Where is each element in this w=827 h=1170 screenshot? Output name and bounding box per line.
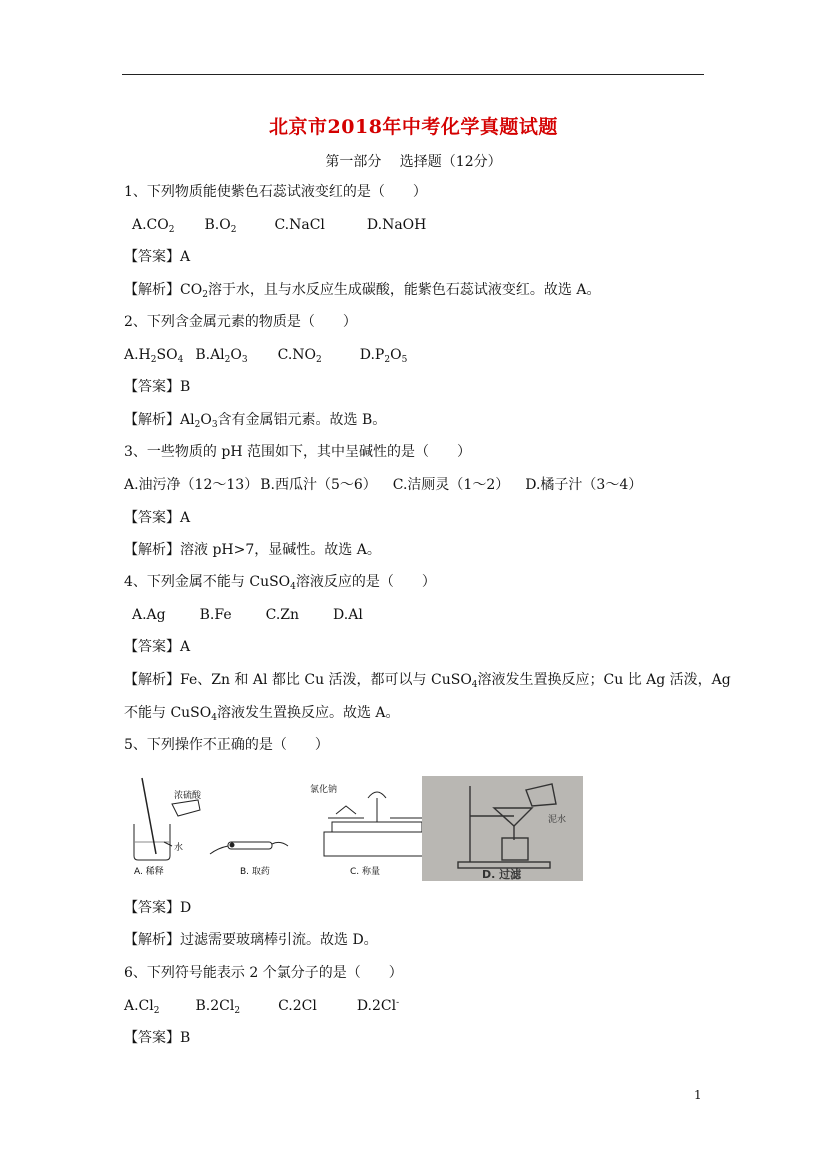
option-c: C.洁厕灵（1～2） <box>392 477 510 493</box>
question-3-stem: 3、一些物质的 pH 范围如下，其中呈碱性的是（ ） <box>124 444 471 460</box>
option-a: $A.CO_2$ <box>132 217 175 235</box>
question-5-answer: 【答案】D <box>124 900 192 916</box>
question-4-stem: 4、下列金属不能与 CuSO$_4$溶液反应的是（ ） <box>124 574 436 592</box>
balance-illustration <box>324 792 430 856</box>
caption-a: A. 稀释 <box>134 867 164 877</box>
header-rule <box>122 74 704 75</box>
page-title: 北京市2018年中考化学真题试题 <box>269 116 558 138</box>
label-water: 水 <box>174 843 184 853</box>
caption-d: D. 过滤 <box>482 868 522 881</box>
question-1-stem: 1、下列物质能使紫色石蕊试液变红的是（ ） <box>124 184 427 200</box>
question-5-analysis: 【解析】过滤需要玻璃棒引流。故选 D。 <box>124 932 378 948</box>
option-d: D.Al <box>333 607 363 623</box>
label-muddy-water: 泥水 <box>548 815 567 825</box>
test-tube-illustration <box>210 842 288 854</box>
option-d: D.橘子汁（3～4） <box>525 477 643 493</box>
question-2-stem: 2、下列含金属元素的物质是（ ） <box>124 314 357 330</box>
option-b: $B.Al_2O_3$ <box>195 347 248 365</box>
question-5-stem: 5、下列操作不正确的是（ ） <box>124 737 329 753</box>
option-c: C.2Cl <box>278 998 317 1014</box>
question-3-answer: 【答案】A <box>124 510 191 526</box>
question-4-answer: 【答案】A <box>124 639 191 655</box>
option-a: $A.H_2SO_4$ <box>124 347 184 365</box>
page-number: 1 <box>694 1088 702 1102</box>
option-d: D.NaOH <box>366 217 427 233</box>
question-2-options <box>124 346 407 364</box>
option-b: B.西瓜汁（5～6） <box>260 477 377 493</box>
question-6-stem: 6、下列符号能表示 2 个氯分子的是（ ） <box>124 965 403 981</box>
label-concentrated-sulfuric-acid: 浓硫酸 <box>174 791 202 801</box>
option-c: C.Zn <box>265 607 300 623</box>
option-a: $A.Cl_2$ <box>124 998 160 1016</box>
option-d: $D.P_2O_5$ <box>359 347 408 365</box>
option-b: $B.2Cl_2$ <box>195 998 241 1016</box>
label-sodium-chloride: 氯化钠 <box>310 785 338 795</box>
section-heading: 第一部分 选择题（12分） <box>325 154 502 170</box>
filtration-photo <box>422 776 583 881</box>
question-3-options <box>124 476 642 494</box>
option-b: $B.O_2$ <box>204 217 237 235</box>
question-1-answer: 【答案】A <box>124 249 191 265</box>
question-1-analysis: 【解析】$CO_2$溶于水，且与水反应生成碳酸，能紫色石蕊试液变红。故选 A。 <box>124 282 601 300</box>
question-4-options <box>132 606 363 624</box>
question-1-options <box>132 216 426 234</box>
caption-b: B. 取药 <box>240 867 270 877</box>
question-6-options <box>124 997 399 1015</box>
option-c: $C.NO_2$ <box>277 347 322 365</box>
option-a: A.油污净（12～13） <box>124 477 259 493</box>
option-c: C.NaCl <box>274 217 325 233</box>
question-3-analysis: 【解析】溶液 pH>7，显碱性。故选 A。 <box>124 542 381 558</box>
question-4-analysis-line-2: 不能与 CuSO$_4$溶液发生置换反应。故选 A。 <box>124 705 400 723</box>
question-6-answer: 【答案】B <box>124 1030 191 1046</box>
option-b: B.Fe <box>199 607 232 623</box>
filtration-illustration <box>422 776 583 881</box>
question-2-analysis: 【解析】$Al_2O_3$含有金属铝元素。故选 B。 <box>124 412 387 430</box>
option-d: D.2Cl- <box>356 998 400 1014</box>
option-a: A.Ag <box>132 607 166 623</box>
caption-c: C. 称量 <box>350 867 381 877</box>
question-2-answer: 【答案】B <box>124 379 191 395</box>
question-4-analysis-line-1: 【解析】Fe、Zn 和 Al 都比 Cu 活泼，都可以与 CuSO$_4$溶液发生置换反应；Cu 比 Ag 活泼，Ag <box>124 672 731 690</box>
